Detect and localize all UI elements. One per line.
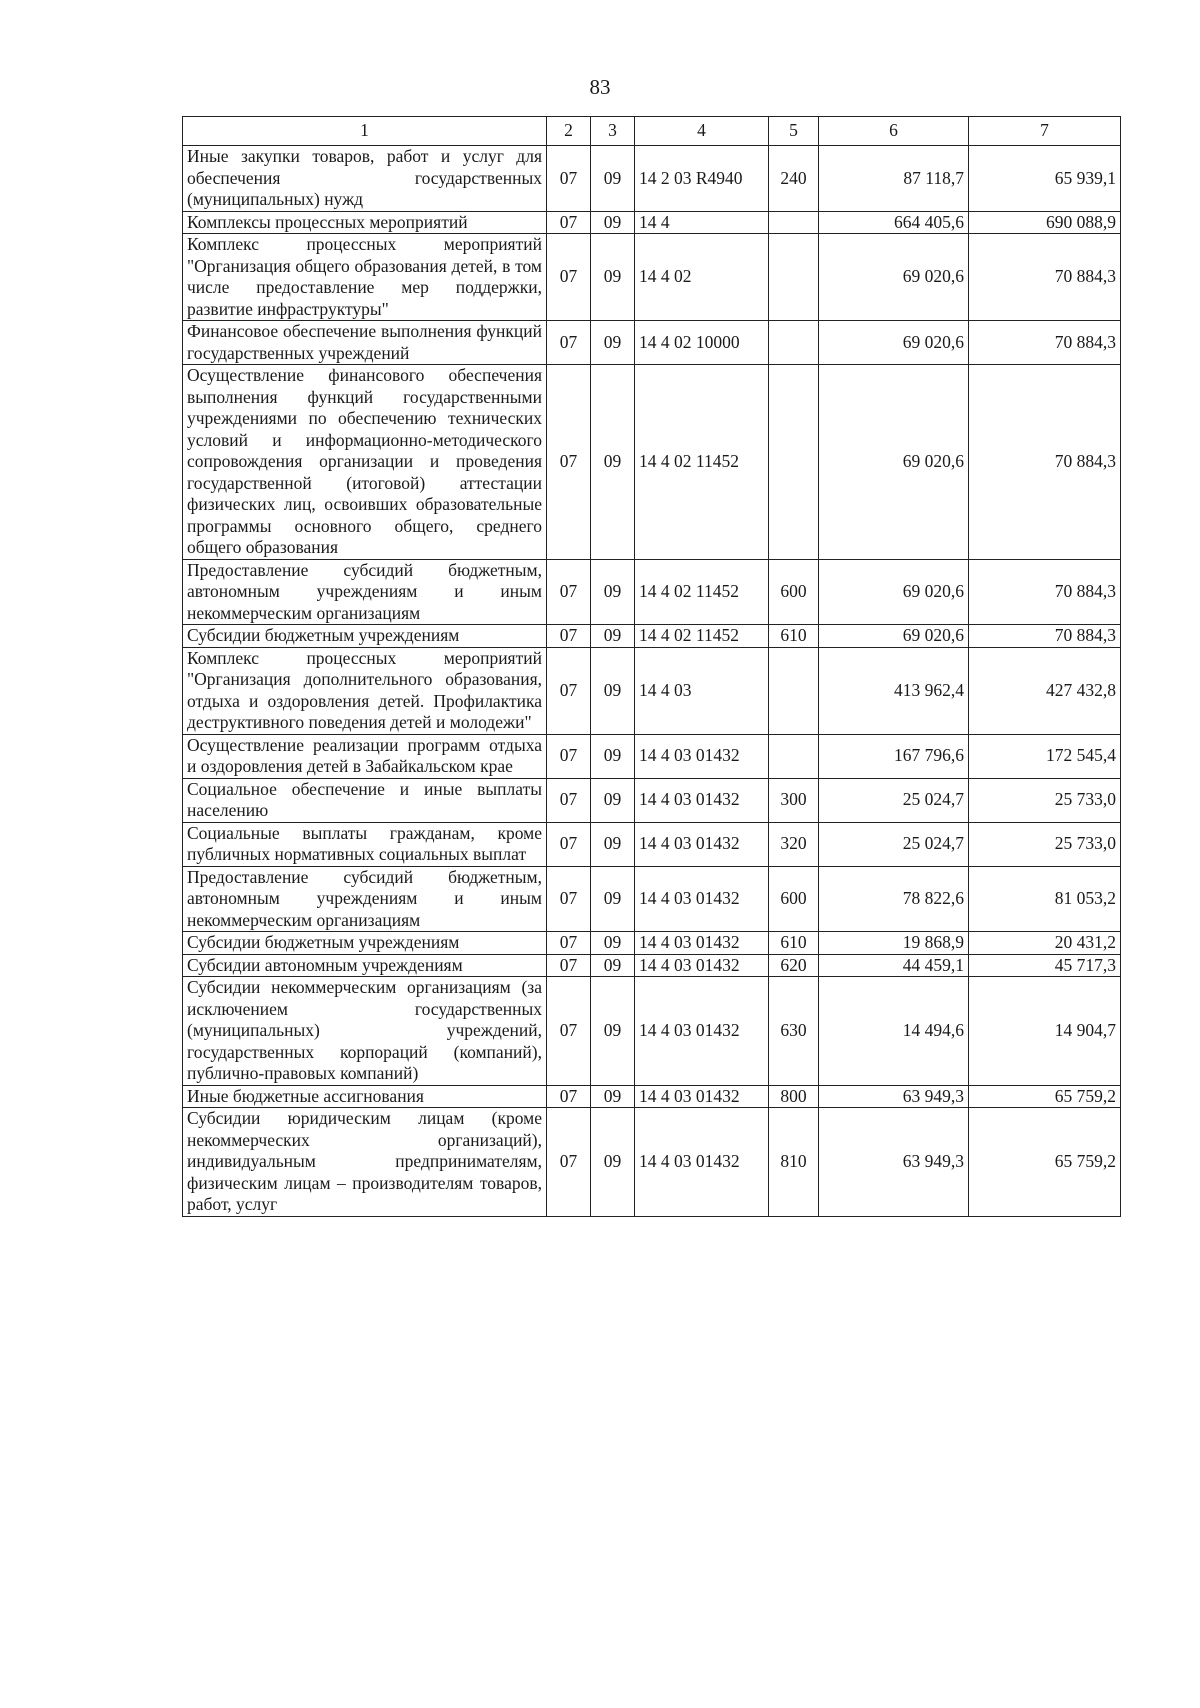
subsection-code: 09 <box>591 866 635 932</box>
row-name: Предоставление субсидий бюджетным, автономным учреждениям и иным некоммерческим организациям <box>183 559 547 625</box>
expense-type-code: 240 <box>769 146 819 212</box>
section-code: 07 <box>547 365 591 560</box>
section-code: 07 <box>547 778 591 822</box>
row-name: Социальное обеспечение и иные выплаты населению <box>183 778 547 822</box>
table-row <box>183 778 1121 822</box>
amount-year-2: 690 088,9 <box>969 211 1121 234</box>
row-name: Финансовое обеспечение выполнения функций государственных учреждений <box>183 321 547 365</box>
subsection-code: 09 <box>591 647 635 734</box>
amount-year-1: 69 020,6 <box>819 559 969 625</box>
column-header: 3 <box>591 117 635 146</box>
section-code: 07 <box>547 559 591 625</box>
table-row <box>183 866 1121 932</box>
table-row <box>183 211 1121 234</box>
row-name: Субсидии бюджетным учреждениям <box>183 932 547 955</box>
table-row <box>183 1085 1121 1108</box>
subsection-code: 09 <box>591 365 635 560</box>
subsection-code: 09 <box>591 211 635 234</box>
subsection-code: 09 <box>591 977 635 1086</box>
expense-type-code: 610 <box>769 625 819 648</box>
subsection-code: 09 <box>591 1108 635 1217</box>
amount-year-2: 65 759,2 <box>969 1108 1121 1217</box>
column-header: 6 <box>819 117 969 146</box>
expense-type-code: 810 <box>769 1108 819 1217</box>
amount-year-1: 69 020,6 <box>819 365 969 560</box>
expense-type-code <box>769 234 819 321</box>
section-code: 07 <box>547 866 591 932</box>
section-code: 07 <box>547 211 591 234</box>
table-row <box>183 365 1121 560</box>
target-article-code: 14 4 03 01432 <box>635 932 769 955</box>
amount-year-1: 69 020,6 <box>819 321 969 365</box>
amount-year-1: 78 822,6 <box>819 866 969 932</box>
amount-year-1: 14 494,6 <box>819 977 969 1086</box>
section-code: 07 <box>547 321 591 365</box>
expense-type-code: 320 <box>769 822 819 866</box>
budget-table <box>182 116 1121 1217</box>
amount-year-1: 25 024,7 <box>819 822 969 866</box>
target-article-code: 14 4 02 11452 <box>635 365 769 560</box>
amount-year-1: 413 962,4 <box>819 647 969 734</box>
row-name: Субсидии бюджетным учреждениям <box>183 625 547 648</box>
target-article-code: 14 4 02 11452 <box>635 625 769 648</box>
target-article-code: 14 4 <box>635 211 769 234</box>
table-row <box>183 647 1121 734</box>
row-name: Осуществление финансового обеспечения выполнения функций государственными учреждениями по обеспечению технических условий и информационно-методического сопровождения организации и проведения государственной (итоговой) аттестации физических лиц, освоивших образовательные программы основного общего, среднего общего образования <box>183 365 547 560</box>
amount-year-2: 25 733,0 <box>969 778 1121 822</box>
amount-year-1: 63 949,3 <box>819 1108 969 1217</box>
target-article-code: 14 4 03 01432 <box>635 866 769 932</box>
table-row <box>183 734 1121 778</box>
section-code: 07 <box>547 647 591 734</box>
target-article-code: 14 4 03 01432 <box>635 1085 769 1108</box>
amount-year-2: 81 053,2 <box>969 866 1121 932</box>
amount-year-1: 44 459,1 <box>819 954 969 977</box>
section-code: 07 <box>547 1108 591 1217</box>
subsection-code: 09 <box>591 1085 635 1108</box>
column-header: 4 <box>635 117 769 146</box>
table-row <box>183 932 1121 955</box>
row-name: Комплексы процессных мероприятий <box>183 211 547 234</box>
subsection-code: 09 <box>591 146 635 212</box>
section-code: 07 <box>547 234 591 321</box>
amount-year-1: 25 024,7 <box>819 778 969 822</box>
target-article-code: 14 4 02 10000 <box>635 321 769 365</box>
amount-year-2: 14 904,7 <box>969 977 1121 1086</box>
table-row <box>183 954 1121 977</box>
subsection-code: 09 <box>591 321 635 365</box>
target-article-code: 14 4 03 01432 <box>635 778 769 822</box>
row-name: Осуществление реализации программ отдыха и оздоровления детей в Забайкальском крае <box>183 734 547 778</box>
subsection-code: 09 <box>591 234 635 321</box>
expense-type-code: 610 <box>769 932 819 955</box>
section-code: 07 <box>547 734 591 778</box>
row-name: Иные закупки товаров, работ и услуг для обеспечения государственных (муниципальных) нужд <box>183 146 547 212</box>
amount-year-2: 20 431,2 <box>969 932 1121 955</box>
subsection-code: 09 <box>591 734 635 778</box>
table-row <box>183 977 1121 1086</box>
table-body <box>183 146 1121 1217</box>
expense-type-code <box>769 211 819 234</box>
amount-year-1: 167 796,6 <box>819 734 969 778</box>
subsection-code: 09 <box>591 932 635 955</box>
amount-year-1: 63 949,3 <box>819 1085 969 1108</box>
expense-type-code <box>769 647 819 734</box>
target-article-code: 14 4 03 01432 <box>635 1108 769 1217</box>
amount-year-2: 427 432,8 <box>969 647 1121 734</box>
expense-type-code: 300 <box>769 778 819 822</box>
amount-year-2: 172 545,4 <box>969 734 1121 778</box>
amount-year-2: 70 884,3 <box>969 234 1121 321</box>
amount-year-2: 70 884,3 <box>969 365 1121 560</box>
target-article-code: 14 4 02 11452 <box>635 559 769 625</box>
page-number: 83 <box>589 75 611 99</box>
target-article-code: 14 4 03 <box>635 647 769 734</box>
section-code: 07 <box>547 822 591 866</box>
subsection-code: 09 <box>591 625 635 648</box>
table-row <box>183 559 1121 625</box>
table-row <box>183 625 1121 648</box>
section-code: 07 <box>547 954 591 977</box>
row-name: Комплекс процессных мероприятий "Организация дополнительного образования, отдыха и оздоровления детей. Профилактика деструктивного поведения детей и молодежи" <box>183 647 547 734</box>
table-row <box>183 234 1121 321</box>
expense-type-code: 620 <box>769 954 819 977</box>
expense-type-code: 630 <box>769 977 819 1086</box>
section-code: 07 <box>547 1085 591 1108</box>
row-name: Субсидии юридическим лицам (кроме некоммерческих организаций), индивидуальным предпринимателям, физическим лицам – производителям товаров, работ, услуг <box>183 1108 547 1217</box>
row-name: Иные бюджетные ассигнования <box>183 1085 547 1108</box>
section-code: 07 <box>547 977 591 1086</box>
subsection-code: 09 <box>591 954 635 977</box>
expense-type-code: 800 <box>769 1085 819 1108</box>
amount-year-2: 25 733,0 <box>969 822 1121 866</box>
expense-type-code <box>769 734 819 778</box>
table-header-row <box>183 117 1121 146</box>
amount-year-1: 664 405,6 <box>819 211 969 234</box>
subsection-code: 09 <box>591 559 635 625</box>
table-row <box>183 321 1121 365</box>
row-name: Субсидии автономным учреждениям <box>183 954 547 977</box>
column-header: 7 <box>969 117 1121 146</box>
amount-year-2: 65 939,1 <box>969 146 1121 212</box>
amount-year-1: 69 020,6 <box>819 234 969 321</box>
table-row <box>183 822 1121 866</box>
section-code: 07 <box>547 932 591 955</box>
amount-year-2: 70 884,3 <box>969 321 1121 365</box>
amount-year-2: 45 717,3 <box>969 954 1121 977</box>
expense-type-code: 600 <box>769 866 819 932</box>
amount-year-1: 19 868,9 <box>819 932 969 955</box>
section-code: 07 <box>547 625 591 648</box>
column-header: 1 <box>183 117 547 146</box>
target-article-code: 14 4 03 01432 <box>635 734 769 778</box>
table-row <box>183 146 1121 212</box>
expense-type-code <box>769 321 819 365</box>
amount-year-2: 70 884,3 <box>969 625 1121 648</box>
amount-year-1: 87 118,7 <box>819 146 969 212</box>
amount-year-2: 65 759,2 <box>969 1085 1121 1108</box>
target-article-code: 14 4 03 01432 <box>635 822 769 866</box>
row-name: Социальные выплаты гражданам, кроме публичных нормативных социальных выплат <box>183 822 547 866</box>
column-header: 5 <box>769 117 819 146</box>
row-name: Субсидии некоммерческим организациям (за исключением государственных (муниципальных) учреждений, государственных корпораций (компаний), публично-правовых компаний) <box>183 977 547 1086</box>
target-article-code: 14 4 03 01432 <box>635 977 769 1086</box>
target-article-code: 14 2 03 R4940 <box>635 146 769 212</box>
amount-year-1: 69 020,6 <box>819 625 969 648</box>
subsection-code: 09 <box>591 822 635 866</box>
row-name: Предоставление субсидий бюджетным, автономным учреждениям и иным некоммерческим организациям <box>183 866 547 932</box>
row-name: Комплекс процессных мероприятий "Организация общего образования детей, в том числе предоставление мер поддержки, развитие инфраструктуры" <box>183 234 547 321</box>
target-article-code: 14 4 03 01432 <box>635 954 769 977</box>
table-row <box>183 1108 1121 1217</box>
section-code: 07 <box>547 146 591 212</box>
expense-type-code: 600 <box>769 559 819 625</box>
column-header: 2 <box>547 117 591 146</box>
amount-year-2: 70 884,3 <box>969 559 1121 625</box>
subsection-code: 09 <box>591 778 635 822</box>
target-article-code: 14 4 02 <box>635 234 769 321</box>
expense-type-code <box>769 365 819 560</box>
